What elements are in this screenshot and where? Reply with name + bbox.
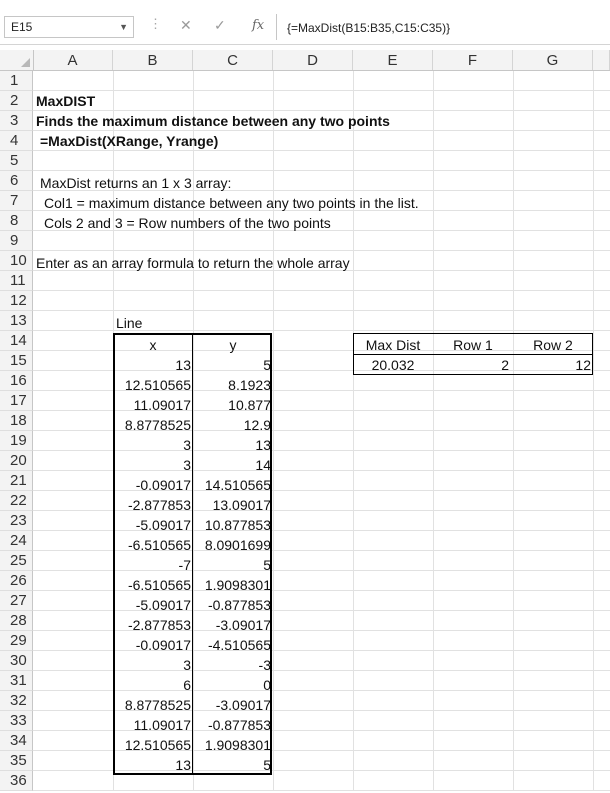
syntax-text[interactable]: =MaxDist(XRange, Yrange) [40, 133, 219, 149]
row-header[interactable]: 28 [0, 611, 33, 631]
y-value-cell[interactable]: -0.877853 [207, 717, 271, 733]
x-value-cell[interactable]: 6 [183, 677, 191, 693]
y-value-cell[interactable]: 14.510565 [204, 477, 271, 493]
row-header[interactable]: 24 [0, 531, 33, 551]
y-value-cell[interactable]: 1.9098301 [204, 577, 271, 593]
row-header[interactable]: 14 [0, 331, 33, 351]
name-box[interactable] [4, 16, 134, 38]
row-header[interactable]: 13 [0, 311, 33, 331]
x-value-cell[interactable]: 13 [175, 757, 191, 773]
row-header[interactable]: 15 [0, 351, 33, 371]
result-table-divider [353, 354, 593, 355]
formula-bar [0, 6, 610, 45]
row-header[interactable]: 1 [0, 71, 33, 91]
row-header[interactable]: 4 [0, 131, 33, 151]
y-value-cell[interactable]: -3.09017 [215, 617, 271, 633]
row-header[interactable]: 30 [0, 651, 33, 671]
x-value-cell[interactable]: -0.09017 [135, 637, 191, 653]
sheet-title[interactable]: MaxDIST [36, 93, 96, 109]
row-header[interactable]: 34 [0, 731, 33, 751]
row-gridline [33, 290, 610, 291]
x-value-cell[interactable]: -5.09017 [135, 517, 191, 533]
select-all-button[interactable] [0, 50, 34, 70]
row-header[interactable]: 3 [0, 111, 33, 131]
x-value-cell[interactable]: 8.8778525 [124, 417, 191, 433]
column-gridline [433, 71, 434, 791]
row1-value[interactable]: 2 [501, 357, 509, 373]
y-value-cell[interactable]: 10.877 [228, 397, 271, 413]
column-header-h[interactable] [593, 50, 610, 70]
sheet-subtitle[interactable]: Finds the maximum distance between any two points [36, 113, 390, 129]
description-line-3[interactable]: Cols 2 and 3 = Row numbers of the two points [44, 215, 331, 231]
y-column-header[interactable]: y [229, 337, 237, 353]
max-dist-value[interactable]: 20.032 [371, 357, 415, 373]
x-column-header[interactable]: x [149, 337, 157, 353]
x-value-cell[interactable]: 3 [183, 457, 191, 473]
x-value-cell[interactable]: -5.09017 [135, 597, 191, 613]
select-all-icon [21, 58, 30, 67]
column-gridline [593, 71, 594, 791]
enter-icon[interactable]: ✓ [214, 17, 226, 33]
max-dist-header[interactable]: Max Dist [365, 337, 421, 353]
y-value-cell[interactable]: 1.9098301 [204, 737, 271, 753]
column-gridline [353, 71, 354, 791]
row-header[interactable]: 31 [0, 671, 33, 691]
y-value-cell[interactable]: 0 [263, 677, 271, 693]
y-value-cell[interactable]: 12.9 [243, 417, 271, 433]
row-gridline [33, 310, 610, 311]
row-header[interactable]: 16 [0, 371, 33, 391]
description-line-2[interactable]: Col1 = maximum distance between any two points in the list. [44, 195, 419, 211]
column-header-b[interactable]: B [113, 50, 193, 70]
formula-divider [276, 14, 277, 40]
description-line-4[interactable]: Enter as an array formula to return the whole array [36, 255, 350, 271]
row-header[interactable]: 6 [0, 171, 33, 191]
points-table-divider [192, 333, 193, 775]
row-header[interactable]: 22 [0, 491, 33, 511]
y-value-cell[interactable]: -3.09017 [215, 697, 271, 713]
x-value-cell[interactable]: 12.510565 [124, 377, 191, 393]
x-value-cell[interactable]: 8.8778525 [124, 697, 191, 713]
y-value-cell[interactable]: 8.0901699 [204, 537, 271, 553]
row-header[interactable]: 26 [0, 571, 33, 591]
drag-handle-icon[interactable]: ⋮ [149, 16, 161, 31]
x-value-cell[interactable]: -6.510565 [127, 577, 191, 593]
x-value-cell[interactable]: -2.877853 [127, 617, 191, 633]
y-value-cell[interactable]: -3 [258, 657, 271, 673]
column-header-d[interactable]: D [273, 50, 353, 70]
row-header[interactable]: 8 [0, 211, 33, 231]
row-header[interactable]: 19 [0, 431, 33, 451]
row-header[interactable]: 20 [0, 451, 33, 471]
row-gridline [33, 170, 610, 171]
row-header[interactable]: 10 [0, 251, 33, 271]
x-value-cell[interactable]: -2.877853 [127, 497, 191, 513]
y-value-cell[interactable]: -4.510565 [207, 637, 271, 653]
chevron-down-icon[interactable]: ▼ [119, 22, 128, 32]
row-header[interactable]: 35 [0, 751, 33, 771]
row-header[interactable]: 11 [0, 271, 33, 291]
row-header[interactable]: 12 [0, 291, 33, 311]
y-value-cell[interactable]: -0.877853 [207, 597, 271, 613]
y-value-cell[interactable]: 5 [263, 357, 271, 373]
y-value-cell[interactable]: 10.877853 [204, 517, 271, 533]
x-value-cell[interactable]: 3 [183, 437, 191, 453]
row-header[interactable]: 2 [0, 91, 33, 111]
row-header[interactable]: 29 [0, 631, 33, 651]
row-header[interactable]: 21 [0, 471, 33, 491]
x-value-cell[interactable]: 13 [175, 357, 191, 373]
x-value-cell[interactable]: 11.09017 [133, 397, 191, 413]
row-header[interactable]: 33 [0, 711, 33, 731]
row-header[interactable]: 7 [0, 191, 33, 211]
row-header[interactable]: 9 [0, 231, 33, 251]
row-header[interactable]: 27 [0, 591, 33, 611]
row-header[interactable]: 18 [0, 411, 33, 431]
row-header[interactable]: 32 [0, 691, 33, 711]
description-line-1[interactable]: MaxDist returns an 1 x 3 array: [40, 175, 232, 191]
column-header-a[interactable]: A [33, 50, 113, 70]
column-header-e[interactable]: E [353, 50, 433, 70]
line-label[interactable]: Line [116, 315, 143, 331]
column-header-g[interactable]: G [513, 50, 593, 70]
column-header-f[interactable]: F [433, 50, 513, 70]
row2-value[interactable]: 12 [575, 357, 591, 373]
x-value-cell[interactable]: 12.510565 [124, 737, 191, 753]
row-header[interactable]: 17 [0, 391, 33, 411]
row-header[interactable]: 5 [0, 151, 33, 171]
y-value-cell[interactable]: 5 [263, 557, 271, 573]
row-header[interactable]: 25 [0, 551, 33, 571]
row-header[interactable]: 36 [0, 771, 33, 791]
name-box-value: E15 [11, 20, 33, 34]
row1-header[interactable]: Row 1 [453, 337, 493, 353]
x-value-cell[interactable]: 3 [183, 657, 191, 673]
row-header[interactable]: 23 [0, 511, 33, 531]
row-gridline [33, 90, 610, 91]
row2-header[interactable]: Row 2 [533, 337, 573, 353]
cancel-icon[interactable]: ✕ [180, 17, 192, 33]
row-gridline [33, 250, 610, 251]
column-header-c[interactable]: C [193, 50, 273, 70]
x-value-cell[interactable]: -0.09017 [135, 477, 191, 493]
y-value-cell[interactable]: 5 [263, 757, 271, 773]
x-value-cell[interactable]: -7 [178, 557, 191, 573]
x-value-cell[interactable]: 11.09017 [133, 717, 191, 733]
column-gridline [513, 71, 514, 791]
row-gridline [33, 790, 610, 791]
y-value-cell[interactable]: 8.1923 [228, 377, 271, 393]
column-gridline [273, 71, 274, 791]
y-value-cell[interactable]: 13.09017 [212, 497, 271, 513]
y-value-cell[interactable]: 14 [255, 457, 271, 473]
formula-input[interactable]: {=MaxDist(B15:B35,C15:C35)} [287, 21, 451, 35]
insert-function-icon[interactable]: fx [252, 18, 265, 33]
x-value-cell[interactable]: -6.510565 [127, 537, 191, 553]
y-value-cell[interactable]: 13 [255, 437, 271, 453]
